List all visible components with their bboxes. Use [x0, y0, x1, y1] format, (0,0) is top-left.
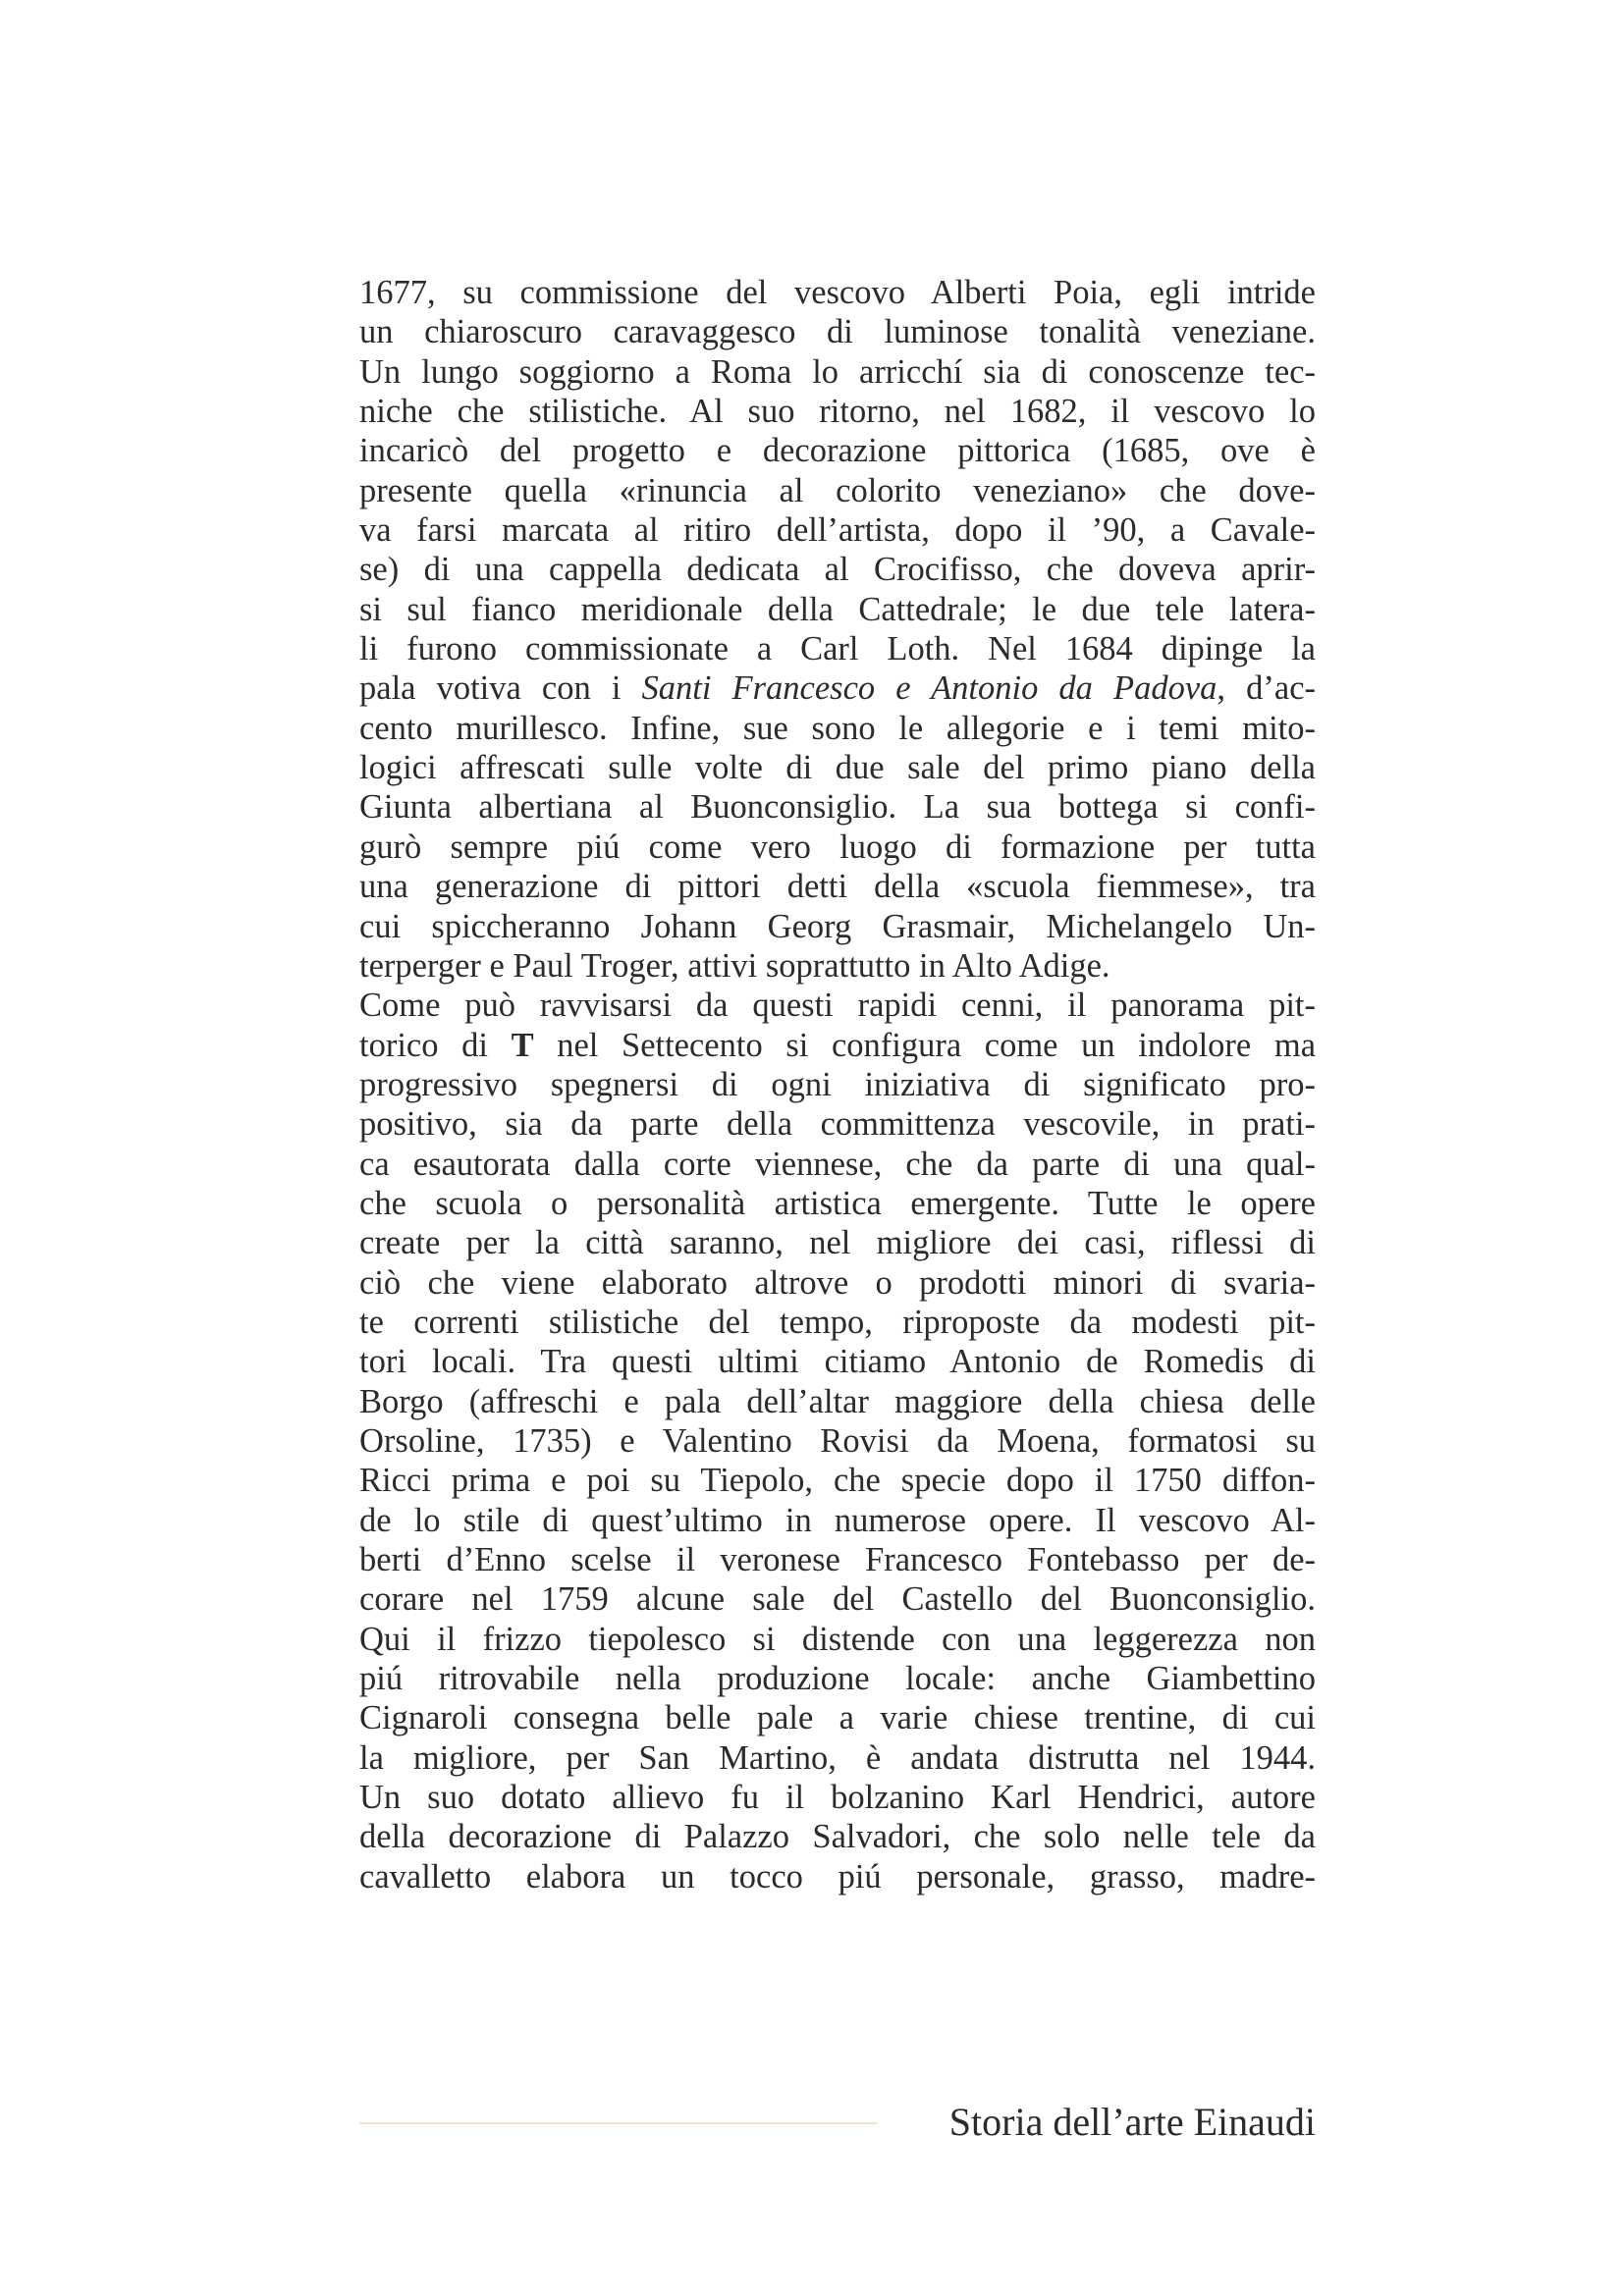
text-run: incaricò del progetto e decorazione pittorica (1685, ove è	[359, 432, 1316, 470]
text-run: piú ritrovabile nella produzione locale: anche Giambettino	[359, 1660, 1316, 1698]
text-run: si sul fianco meridionale della Cattedrale; le due tele latera-	[359, 590, 1316, 628]
text-run: berti d’Enno scelse il veronese Francesco Fontebasso per de-	[359, 1541, 1316, 1578]
text-line	[359, 1778, 1316, 1817]
text-run: cento murillesco. Infine, sue sono le allegorie e i temi mito-	[359, 709, 1316, 747]
text-line	[359, 709, 1316, 748]
text-line	[359, 312, 1316, 351]
text-run: va farsi marcata al ritiro dell’artista, dopo il ’90, a Cavale-	[359, 511, 1316, 550]
text-line	[359, 431, 1316, 470]
text-run: Un suo dotato allievo fu il bolzanino Karl Hendrici, autore	[359, 1779, 1316, 1817]
text-line	[359, 828, 1316, 867]
text-run: , d’ac-	[1217, 669, 1317, 708]
text-run: gurò sempre piú come vero luogo di formazione per tutta	[359, 828, 1316, 866]
text-line	[359, 986, 1316, 1025]
text-line	[359, 1698, 1316, 1737]
text-run: Borgo (affreschi e pala dell’altar maggiore della chiesa delle	[359, 1382, 1316, 1420]
text-line	[359, 1738, 1316, 1778]
text-line	[359, 1065, 1316, 1104]
text-run: Giunta albertiana al Buonconsiglio. La sua bottega si confi-	[359, 788, 1316, 827]
text-line	[359, 1303, 1316, 1342]
text-line	[359, 867, 1316, 906]
text-run: te correnti stilistiche del tempo, riproposte da modesti pit-	[359, 1303, 1316, 1341]
text-run: torico di	[359, 1026, 512, 1064]
text-run: Orsoline, 1735) e Valentino Rovisi da Moena, formatosi su	[359, 1421, 1316, 1460]
text-line	[359, 629, 1316, 668]
text-run: Un lungo soggiorno a Roma lo arricchí sia di conoscenze tec-	[359, 352, 1316, 391]
text-run: un chiaroscuro caravaggesco di luminose tonalità veneziane.	[359, 313, 1316, 351]
text-line	[359, 1026, 1316, 1065]
text-run: niche che stilistiche. Al suo ritorno, nel 1682, il vescovo lo	[359, 393, 1316, 431]
text-line	[359, 1817, 1316, 1856]
text-run: presente quella «rinuncia al colorito veneziano» che dove-	[359, 471, 1316, 509]
text-run: Qui il frizzo tiepolesco si distende con una leggerezza non	[359, 1620, 1316, 1658]
text-line	[359, 907, 1316, 946]
text-line	[359, 1263, 1316, 1303]
text-line	[359, 1461, 1316, 1500]
text-run: logici affrescati sulle volte di due sale del primo piano della	[359, 749, 1316, 787]
text-run: ca esautorata dalla corte viennese, che da parte di una qual-	[359, 1145, 1316, 1183]
text-run: cavalletto elabora un tocco piú personale, grasso, madre-	[359, 1857, 1316, 1896]
text-line	[359, 1540, 1316, 1579]
text-run: Come può ravvisarsi da questi rapidi cenni, il panorama pit-	[359, 987, 1316, 1025]
text-line	[359, 273, 1316, 312]
text-run: la migliore, per San Martino, è andata distrutta nel 1944.	[359, 1738, 1316, 1777]
text-line	[359, 668, 1316, 708]
text-line	[359, 787, 1316, 827]
text-run: se) di una cappella dedicata al Crocifisso, che doveva aprir-	[359, 551, 1316, 589]
text-line	[359, 1501, 1316, 1540]
footer-title: Storia dell’arte Einaudi	[948, 2100, 1316, 2144]
text-line	[359, 550, 1316, 589]
text-line	[359, 1223, 1316, 1262]
text-line	[359, 510, 1316, 550]
text-run: progressivo spegnersi di ogni iniziativa di significato pro-	[359, 1065, 1316, 1103]
text-line	[359, 471, 1316, 510]
text-line	[359, 1104, 1316, 1144]
footer	[359, 2093, 1316, 2152]
text-line	[359, 1620, 1316, 1659]
text-run: una generazione di pittori detti della «scuola fiemmese», tra	[359, 868, 1316, 906]
text-line	[359, 1857, 1316, 1896]
text-run: della decorazione di Palazzo Salvadori, che solo nelle tele da	[359, 1818, 1316, 1856]
text-run: nel Settecento si configura come un indolore ma	[533, 1026, 1317, 1064]
body-text	[359, 273, 1316, 1896]
text-run: ciò che viene elaborato altrove o prodotti minori di svaria-	[359, 1263, 1316, 1302]
text-line	[359, 748, 1316, 787]
text-line	[359, 1579, 1316, 1619]
text-line	[359, 1342, 1316, 1381]
text-run: corare nel 1759 alcune sale del Castello del Buonconsiglio.	[359, 1580, 1316, 1619]
text-run: terperger e Paul Troger, attivi soprattutto in Alto Adige.	[359, 946, 1110, 985]
text-line	[359, 1421, 1316, 1461]
text-line	[359, 1382, 1316, 1421]
bold-text: T	[511, 1026, 534, 1064]
text-run: 1677, su commissione del vescovo Alberti Poia, egli intride	[359, 274, 1316, 311]
text-line	[359, 352, 1316, 392]
text-line	[359, 1659, 1316, 1698]
text-run: positivo, sia da parte della committenza vescovile, in prati-	[359, 1105, 1316, 1144]
footer-rule	[359, 2122, 877, 2124]
text-line	[359, 590, 1316, 629]
text-run: Cignaroli consegna belle pale a varie chiese trentine, di cui	[359, 1699, 1316, 1737]
text-run: create per la città saranno, nel migliore dei casi, riflessi di	[359, 1224, 1316, 1262]
text-line	[359, 946, 1316, 986]
text-run: de lo stile di quest’ultimo in numerose opere. Il vescovo Al-	[359, 1501, 1316, 1539]
text-run: Ricci prima e poi su Tiepolo, che specie dopo il 1750 diffon-	[359, 1462, 1316, 1500]
italic-text: Santi Francesco e Antonio da Padova	[641, 669, 1217, 708]
text-line	[359, 392, 1316, 431]
text-run: tori locali. Tra questi ultimi citiamo Antonio de Romedis di	[359, 1343, 1316, 1381]
text-run: li furono commissionate a Carl Loth. Nel 1684 dipinge la	[359, 630, 1316, 668]
text-run: pala votiva con i	[359, 669, 642, 708]
text-line	[359, 1184, 1316, 1223]
text-run: cui spiccheranno Johann Georg Grasmair, Michelangelo Un-	[359, 907, 1316, 945]
text-line	[359, 1145, 1316, 1184]
text-run: che scuola o personalità artistica emergente. Tutte le opere	[359, 1184, 1316, 1222]
